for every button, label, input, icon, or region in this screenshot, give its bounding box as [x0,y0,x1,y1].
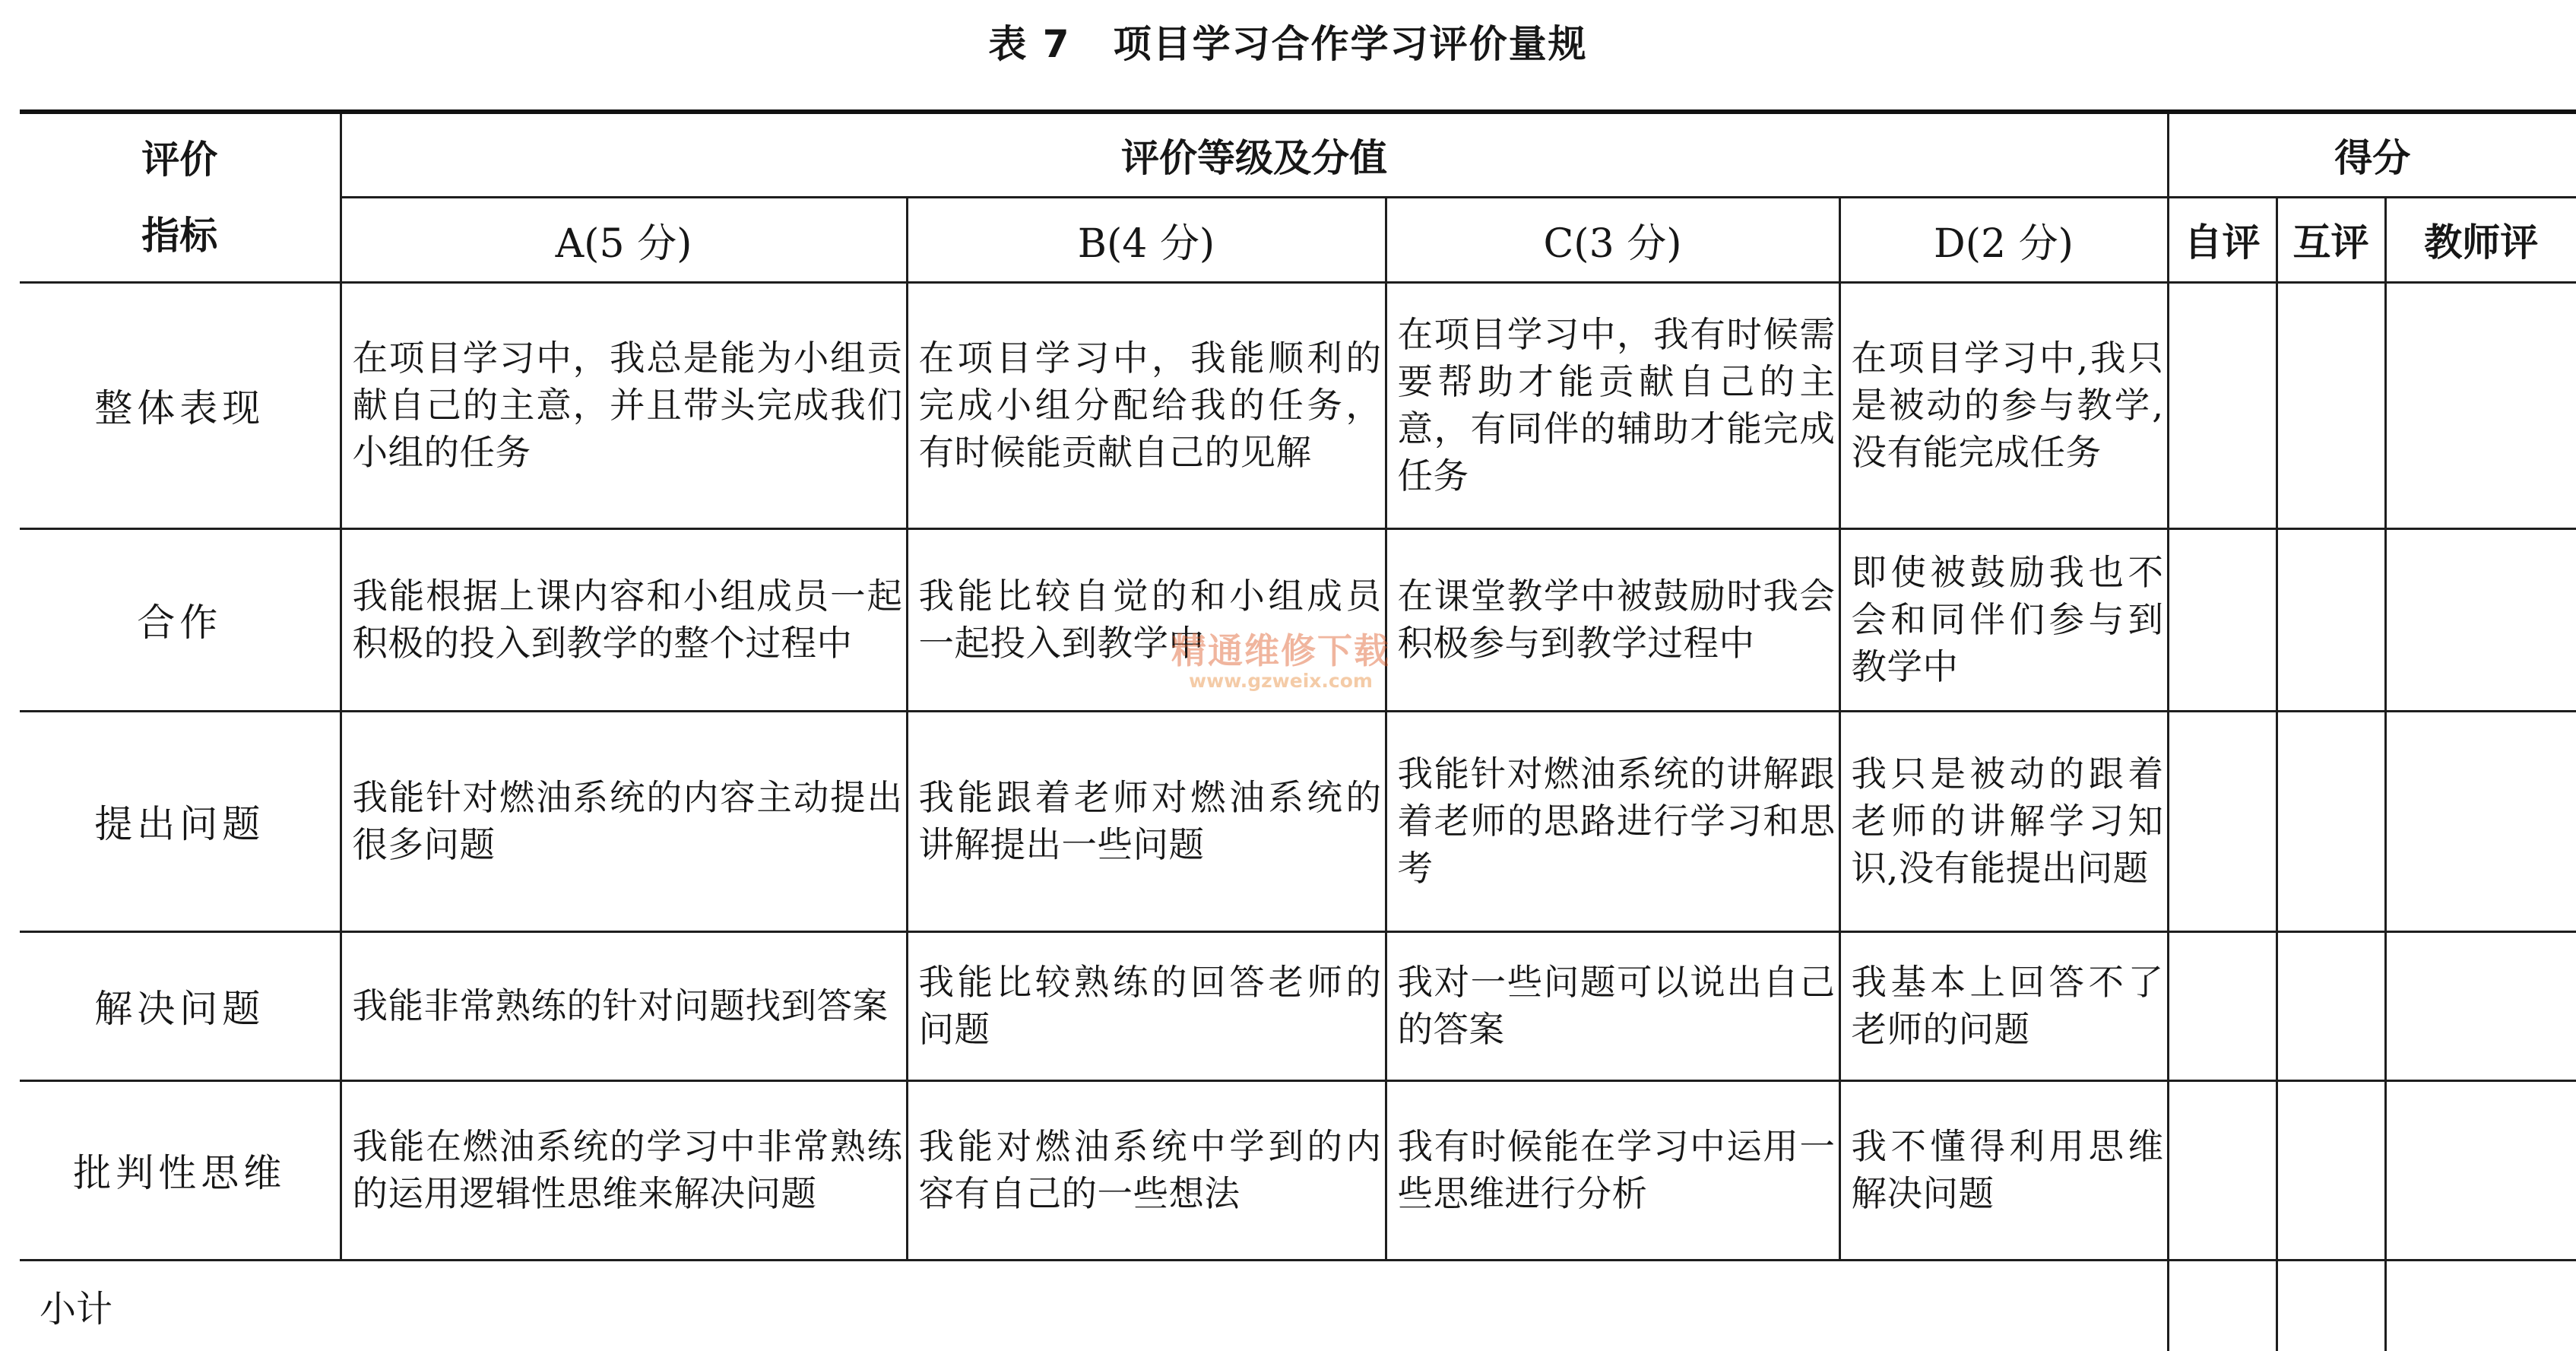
peer-score-cell [2277,931,2385,1080]
table-row [20,282,2576,528]
subtotal-label: 小计 [20,1260,2168,1351]
self-eval-header: 自评 [2168,197,2277,282]
peer-eval-header: 互评 [2277,197,2385,282]
caption-number: 表 7 [988,22,1071,66]
teacher-score-cell [2385,528,2576,711]
grades-group-header: 评价等级及分值 [341,112,2168,197]
grade-b-cell: 我能比较自觉的和小组成员一起投入到教学中 [907,528,1386,711]
grade-c-cell: 我有时候能在学习中运用一些思维进行分析 [1386,1080,1839,1260]
indicator-cell: 解决问题 [20,931,341,1080]
grade-c-cell: 在项目学习中，我有时候需要帮助才能贡献自己的主意，有同伴的辅助才能完成任务 [1386,282,1839,528]
grade-a-cell: 我能针对燃油系统的内容主动提出很多问题 [341,711,907,931]
indicator-cell: 批判性思维 [20,1080,341,1260]
table-row [20,528,2576,711]
grade-c-header: C(3 分) [1386,197,1839,282]
watermark-url: www.gzweix.com [1189,670,1373,692]
indicator-header [20,112,341,282]
score-group-header: 得分 [2168,112,2576,197]
indicator-header-line1: 评价 [141,137,218,182]
grade-a-header: A(5 分) [341,197,907,282]
subtotal-row [20,1260,2576,1351]
table-row [20,711,2576,931]
table-row [20,931,2576,1080]
self-score-cell [2168,931,2277,1080]
indicator-cell: 整体表现 [20,282,341,528]
self-score-cell [2168,282,2277,528]
indicator-cell: 合作 [20,528,341,711]
grade-a-cell: 在项目学习中，我总是能为小组贡献自己的主意，并且带头完成我们小组的任务 [341,282,907,528]
self-subtotal-cell [2168,1260,2277,1351]
teacher-score-cell [2385,1080,2576,1260]
grade-a-cell: 我能非常熟练的针对问题找到答案 [341,931,907,1080]
self-score-cell [2168,528,2277,711]
grade-d-header: D(2 分) [1839,197,2168,282]
table-caption [0,6,2576,82]
peer-score-cell [2277,282,2385,528]
grade-d-cell: 即使被鼓励我也不会和同伴们参与到教学中 [1839,528,2168,711]
teacher-score-cell [2385,711,2576,931]
teacher-eval-header: 教师评 [2385,197,2576,282]
caption-title: 项目学习合作学习评价量规 [1113,22,1588,66]
grade-d-cell: 我不懂得利用思维解决问题 [1839,1080,2168,1260]
grade-a-cell: 我能在燃油系统的学习中非常熟练的运用逻辑性思维来解决问题 [341,1080,907,1260]
indicator-cell: 提出问题 [20,711,341,931]
grade-d-cell: 在项目学习中,我只是被动的参与教学,没有能完成任务 [1839,282,2168,528]
teacher-subtotal-cell [2385,1260,2576,1351]
grade-c-cell: 在课堂教学中被鼓励时我会积极参与到教学过程中 [1386,528,1839,711]
self-score-cell [2168,1080,2277,1260]
self-score-cell [2168,711,2277,931]
teacher-score-cell [2385,931,2576,1080]
grade-b-cell: 我能跟着老师对燃油系统的讲解提出一些问题 [907,711,1386,931]
grade-b-cell: 我能比较熟练的回答老师的问题 [907,931,1386,1080]
table-row [20,1080,2576,1260]
grade-a-cell: 我能根据上课内容和小组成员一起积极的投入到教学的整个过程中 [341,528,907,711]
grade-b-header: B(4 分) [907,197,1386,282]
watermark-text: 精通维修下载 [1171,630,1390,671]
grade-d-cell: 我只是被动的跟着老师的讲解学习知识,没有能提出问题 [1839,711,2168,931]
grade-b-cell: 在项目学习中，我能顺利的完成小组分配给我的任务，有时候能贡献自己的见解 [907,282,1386,528]
header-row-1 [20,112,2576,197]
grade-d-cell: 我基本上回答不了老师的问题 [1839,931,2168,1080]
peer-score-cell [2277,1080,2385,1260]
rubric-table [20,109,2576,1351]
teacher-score-cell [2385,282,2576,528]
peer-score-cell [2277,711,2385,931]
header-row-2 [20,197,2576,282]
grade-b-cell: 我能对燃油系统中学到的内容有自己的一些想法 [907,1080,1386,1260]
grade-c-cell: 我能针对燃油系统的讲解跟着老师的思路进行学习和思考 [1386,711,1839,931]
indicator-header-line2: 指标 [141,213,218,258]
peer-subtotal-cell [2277,1260,2385,1351]
peer-score-cell [2277,528,2385,711]
grade-c-cell: 我对一些问题可以说出自己的答案 [1386,931,1839,1080]
